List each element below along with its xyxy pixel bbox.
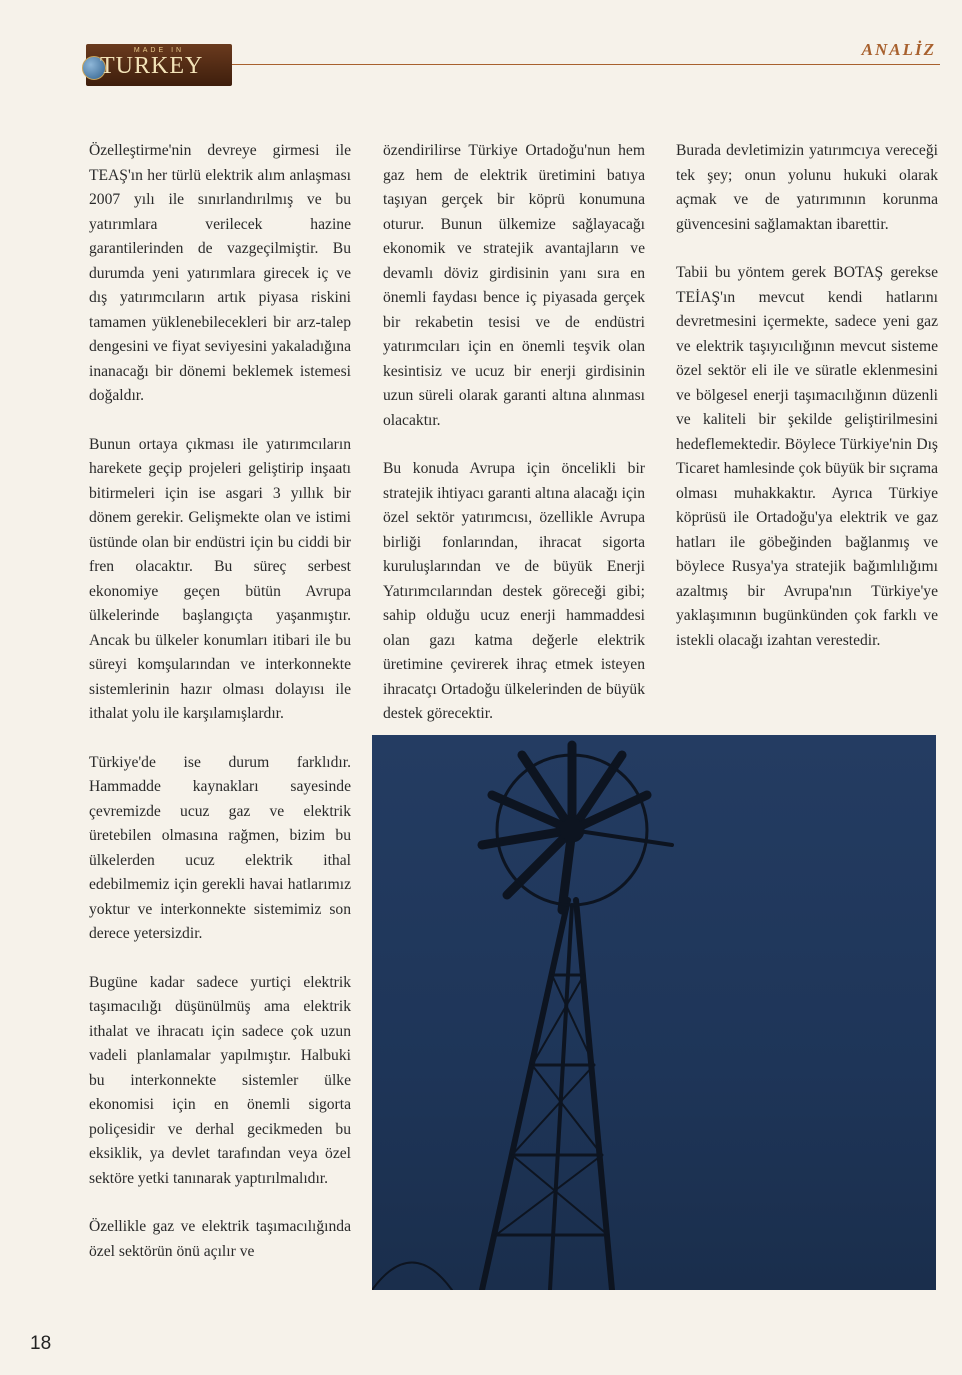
text-column-3 — [676, 139, 938, 677]
paragraph: Özellikle gaz ve elektrik taşımacılığında özel sektörün önü açılır ve — [89, 1218, 351, 1260]
paragraph: Özelleştirme'nin devreye girmesi ile TEAŞ'ın her türlü elektrik alım anlaşması 2007 yılı ile sınırlandırılmış ve bu yatırımlara verilecek hazine garantilerinden de vazgeçilmiştir. Bu durumda yeni yatırımlara girecek iç ve dış yatırımcıların artık piyasa riskini tamamen yüklenebilecekleri bir arz-talep dengesini ve fiyat seviyesini yakaladığına inanacağı bir dönemi beklemek istemesi doğaldır. — [89, 142, 351, 404]
text-column-1 — [89, 139, 351, 1288]
windmill-photo — [372, 735, 936, 1290]
paragraph: Bu konuda Avrupa için öncelikli bir stratejik ihtiyacı garanti altına alacağı için özel sektör yatırımcısı, özellikle Avrupa birliği fonlarından, ihracat sigorta kuruluşlarından ve de büyük Enerji Yatırımcılarından destek göreceği gibi; sahip olduğu ucuz enerji hammaddesi olan gazı katma değerle elektrik üretimine çevirerek ihraç etmek isteyen ihracatçı Ortadoğu ülkelerinden de büyük destek görecektir. — [383, 460, 645, 722]
paragraph: Türkiye'de ise durum farklıdır. Hammadde kaynakları sayesinde çevremizde ucuz gaz ve elektrik üretebilen olmasına rağmen, bizim bu ülkelerden ucuz elektrik ithal edebilmemiz için gerekli havai hatlarımız yoktur ve interkonnekte sistemimiz son derece yetersizdir. — [89, 753, 351, 942]
paragraph: Burada devletimizin yatırımcıya vereceği tek şey; onun yolunu hukuki olarak açmak ve de yatırımının korunma güvencesini sağlamaktan ibarettir. — [676, 142, 938, 233]
logo-title: TURKEY — [100, 53, 204, 79]
logo-tagline: MADE IN — [133, 47, 185, 54]
magazine-logo — [86, 44, 232, 86]
windmill-silhouette-icon — [372, 735, 936, 1290]
paragraph: Bugüne kadar sadece yurtiçi elektrik taşımacılığı düşünülmüş ama elektrik ithalat ve ihracatı için sadece çok uzun vadeli planlamalar yapılmıştır. Halbuki bu interkonnekte sistemler ülke ekonomisi için en önemli sigorta poliçesidir ve derhal gecikmeden bu eksiklik, ya devlet tarafından veya özel sektöre yetki tanınarak yaptırılmalıdır. — [89, 973, 351, 1187]
header-rule — [232, 64, 940, 65]
section-title: ANALİZ — [861, 40, 936, 59]
paragraph: Tabii bu yöntem gerek BOTAŞ gerekse TEİAŞ'ın mevcut kendi hatlarını devretmesini içermekte, sadece yeni gaz ve elektrik taşıyıcılığının mevcut sisteme özel sektör eli ile ve süratle eklenmesini ve bölgesel enerji taşımacılığının düzenli ve kaliteli bir şekilde geliştirilmesini hedeflemektedir. Böylece Türkiye'nin Dış Ticaret hamlesinde çok büyük bir sıçrama olması muhakkaktır. Ayrıca Türkiye köprüsü ile Ortadoğu'ya elektrik ve gaz hatları ile göbeğinden bağlanmış ve böylece Rusya'ya stratejik bağımlılığımı azaltmış bir Avrupa'nın Türkiye'ye yaklaşımının bugünkünden çok farklı ve istekli olacağı izahtan verestedir. — [676, 264, 938, 649]
page-number: 18 — [30, 1333, 52, 1354]
text-column-2 — [383, 139, 645, 751]
paragraph: Bunun ortaya çıkması ile yatırımcıların harekete geçip projeleri geliştirip inşaatı bitirmeleri için ise asgari 3 yıllık bir dönem gerekir. Gelişmekte olan ve istimi üstünde olan bir endüstri için bu ciddi bir fren olacaktır. Bu süreç serbest ekonomiye geçen bütün Avrupa ülkelerinde başlangıçta yaşanmıştır. Ancak bu ülkeler konumları itibari ile bu süreyi komşularından ve interkonnekte sistemlerinin hazır olması dolayısı ile ithalat yolu ile karşılamışlardır. — [89, 435, 351, 722]
paragraph: özendirilirse Türkiye Ortadoğu'nun hem gaz hem de elektrik üretimini batıya taşıyan gerçek bir köprü konumuna oturur. Bunun ülkemize sağlayacağı ekonomik ve stratejik avantajların ve devamlı döviz girdisinin yanı sıra en önemli faydası bence iç piyasada gerçek bir rekabetin tesisi ve de endüstri yatırımcıları için en önemli teşvik olan kesintisiz ve ucuz bir enerji girdisinin uzun süreli olarak garanti altına alınması olacaktır. — [383, 142, 645, 429]
